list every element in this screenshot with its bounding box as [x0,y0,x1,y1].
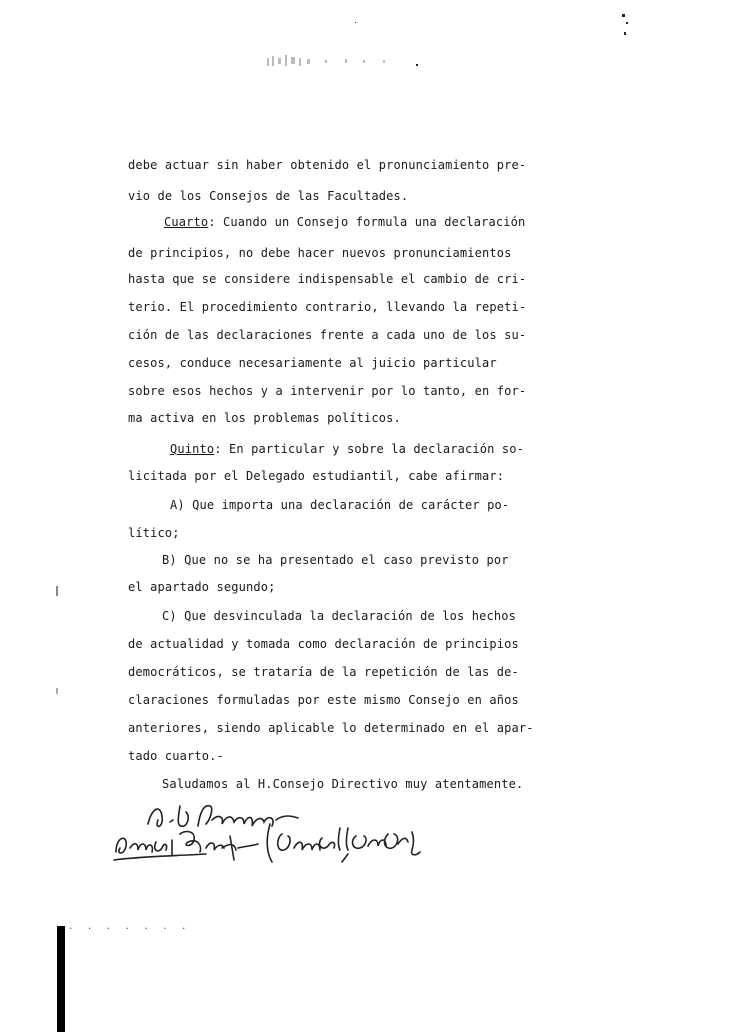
text-line: lítico; [128,526,180,540]
scan-speck [355,22,356,23]
section-heading: Cuarto [164,215,209,229]
section-heading: Quinto [170,442,215,456]
text-line: Saludamos al H.Consejo Directivo muy atentamente. [162,777,524,791]
text-line: vio de los Consejos de las Facultades. [128,189,409,203]
text-line: ma activa en los problemas políticos. [128,411,401,425]
text-line: Quinto: En particular y sobre la declaración so- [170,442,524,456]
scan-speck [624,32,626,35]
text-line: de principios, no debe hacer nuevos pronunciamientos [128,246,512,260]
text-line: anteriores, siendo aplicable lo determinado en el apar- [128,721,534,735]
scan-speck [56,688,58,694]
scan-dots: . . . . . . . [68,922,191,932]
text-line: C) Que desvinculada la declaración de los hechos [162,609,516,623]
text-line: de actualidad y tomada como declaración de principios [128,637,519,651]
text-line: democráticos, se trataría de la repetición de las de- [128,665,519,679]
scan-speck [56,586,58,596]
text-line: debe actuar sin haber obtenido el pronunciamiento pre- [128,158,527,172]
signature-2 [110,822,270,866]
text-line: licitada por el Delegado estudiantil, cabe afirmar: [128,469,505,483]
signature-3 [262,818,432,868]
text-line: ción de las declaraciones frente a cada uno de los su- [128,328,527,342]
scan-edge-bar [57,926,65,1032]
text-line: sobre esos hechos y a intervenir por lo tanto, en for- [128,384,527,398]
text-line: hasta que se considere indispensable el cambio de cri- [128,272,527,286]
text-line: cesos, conduce necesariamente al juicio particular [128,356,497,370]
scan-speck [626,22,628,24]
text-line: el apartado segundo; [128,580,276,594]
text-line: claraciones formuladas por este mismo Consejo en años [128,693,519,707]
text-line: Cuarto: Cuando un Consejo formula una declaración [164,215,526,229]
scan-speck [622,14,625,17]
scan-speck [416,64,418,66]
text-line: B) Que no se ha presentado el caso previsto por [162,553,509,567]
faint-stamp-mark [265,52,395,72]
text-line: tado cuarto.- [128,749,224,763]
text-line: terio. El procedimiento contrario, llevando la repeti- [128,300,527,314]
text-line: A) Que importa una declaración de carácter po- [170,498,510,512]
